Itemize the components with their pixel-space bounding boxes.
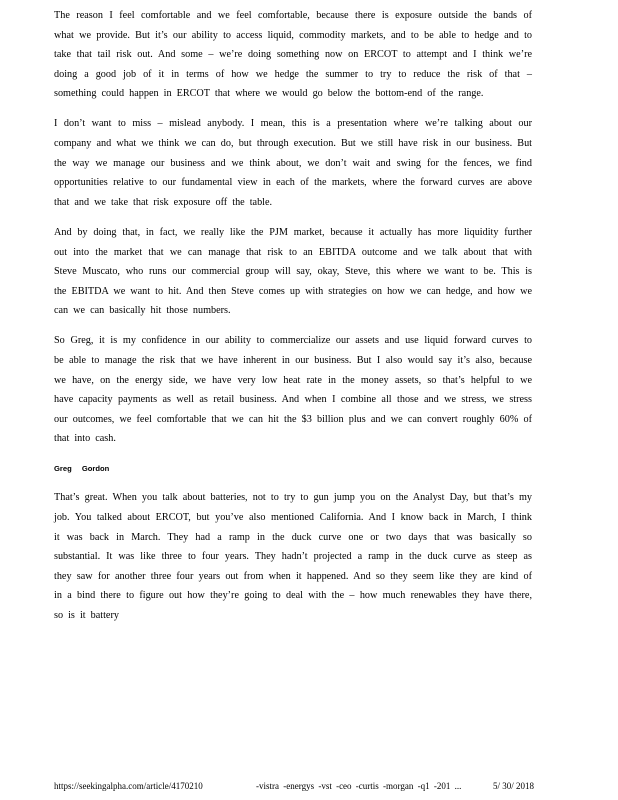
speaker-name: Greg Gordon [54,464,110,474]
transcript-paragraph-3: And by doing that, in fact, we really like the PJM market, because it actually has more liquidity further out into the market that we can manage that risk to an EBITDA outcome and we talk about that with Steve Muscato, who runs our commercial group will say, okay, Steve, this where we want to be. This is the EBITDA we want to hit. And then Steve comes up with strategies on how we can hedge, and how we can we can basically hit those numbers. [54,226,532,317]
transcript-body [54,6,532,636]
transcript-paragraph-4: So Greg, it is my confidence in our ability to commercialize our assets and use liquid forward curves to be able to manage the risk that we have inherent in our business. But I also would say it’s also, because we have, on the energy side, we have very low heat rate in the money assets, so that’s helpful to we have capacity payments as well as retail business. And when I combine all those and we stress, we stress our outcomes, we feel comfortable that we can hit the $3 billion plus and we can convert roughly 60% of that into cash. [54,335,532,445]
transcript-paragraph-2: I don’t want to miss – mislead anybody. I mean, this is a presentation where we’re talking about our company and what we think we can do, but through execution. But we still have risk in our business. But the way we manage our business and we think about, we don’t wait and swing for the fences, we find opportunities relative to our fundamental view in each of the markets, where the forward curves are above that and we take that risk exposure off the table. [54,118,532,208]
footer-date: 5/ 30/ 2018 [493,781,535,791]
transcript-paragraph-5: That’s great. When you talk about batteries, not to try to gun jump you on the Analyst Day, but that’s my job. You talked about ERCOT, but you’ve also mentioned California. And I know back in March, I think it was back in March. They had a ramp in the duck curve one or two days that was basically so substantial. It was like three to four years. They hadn’t projected a ramp in the duck curve as steep as they saw for another three four years out from when it happened. And so they seem like they are kind of in a bind there to figure out how they’re going to deal with the – how much renewables they have there, so is it battery [54,492,532,622]
footer-url[interactable]: https://seekingalpha.com/article/4170210 [54,781,203,791]
transcript-paragraph-1: The reason I feel comfortable and we feel comfortable, because there is exposure outside the bands of what we provide. But it’s our ability to access liquid, commodity markets, and to be able to hedge and to take that tail risk out. And some – we’re doing something now on ERCOT to attempt and I think we’re doing a good job of it in terms of how we hedge the summer to try to reduce the risk of that – something could happen in ERCOT that where we would go below the bottom-end of the range. [54,10,532,100]
footer-article-slug: -vistra -energys -vst -ceo -curtis -morgan -q1 -201 ... [256,781,462,791]
